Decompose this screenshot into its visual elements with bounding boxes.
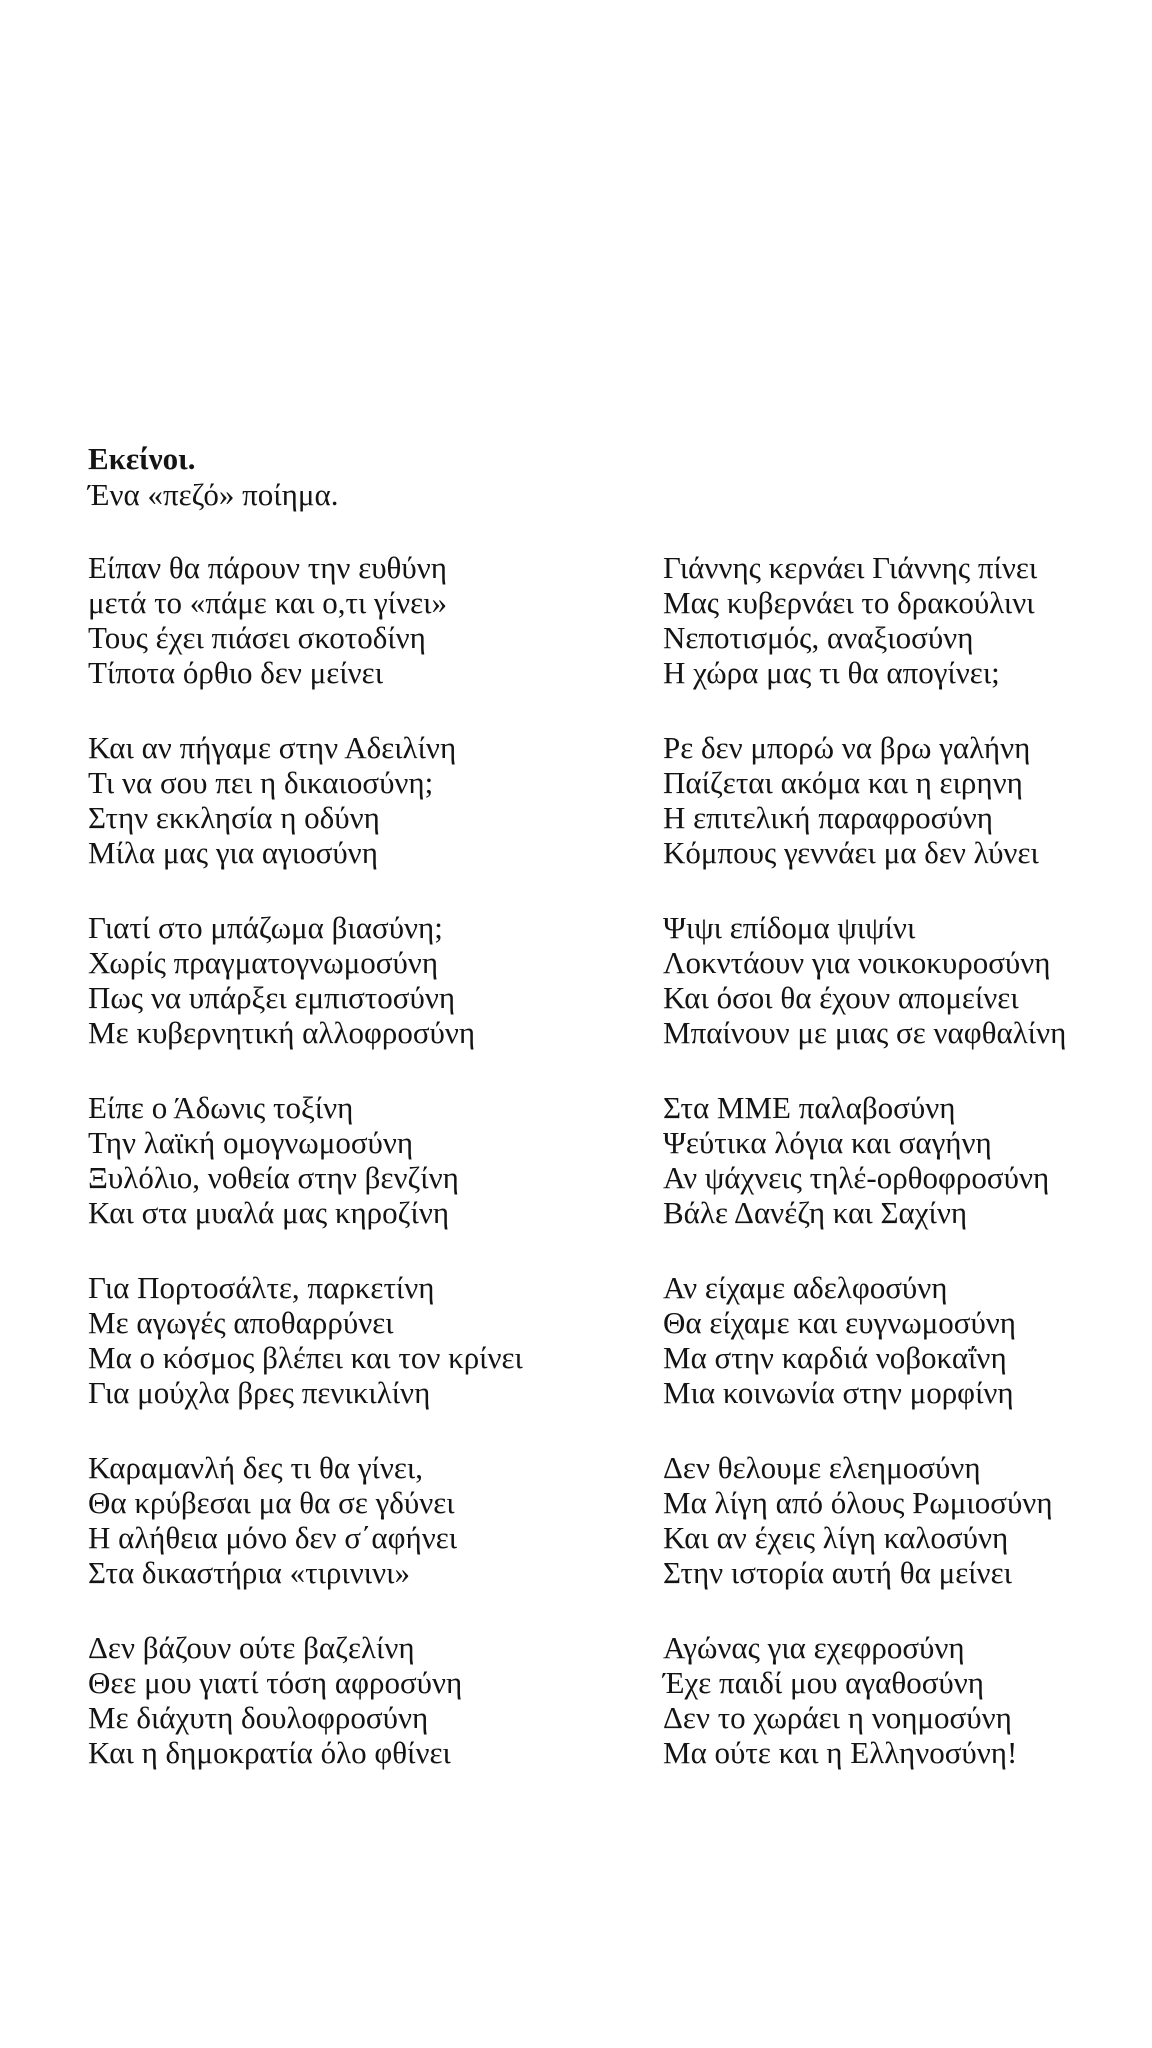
- poem-line: Χωρίς πραγματογνωμοσύνη: [88, 945, 439, 980]
- poem-line: Μπαίνουν με μιας σε ναφθαλίνη: [663, 1015, 1067, 1050]
- poem-line: Δεν βάζουν ούτε βαζελίνη: [88, 1630, 415, 1665]
- poem-line: Θεε μου γιατί τόση αφροσύνη: [88, 1665, 463, 1700]
- poem-line: Για Πορτοσάλτε, παρκετίνη: [88, 1270, 435, 1305]
- poem-line: Μα ο κόσμος βλέπει και τον κρίνει: [88, 1340, 523, 1375]
- poem-line: μετά το «πάμε και ο,τι γίνει»: [88, 585, 447, 620]
- poem-line: Ρε δεν μπορώ να βρω γαλήνη: [663, 730, 1031, 765]
- poem-line: Έχε παιδί μου αγαθοσύνη: [663, 1665, 985, 1700]
- poem-line: Στην εκκλησία η οδύνη: [88, 800, 380, 835]
- poem-column-left: [88, 550, 663, 1770]
- poem-line: Και αν πήγαμε στην Αδειλίνη: [88, 730, 457, 765]
- poem-line: Είπε ο Άδωνις τοξίνη: [88, 1090, 354, 1125]
- poem-line: Και αν έχεις λίγη καλοσύνη: [663, 1520, 1009, 1555]
- poem-line: Η αλήθεια μόνο δεν σ΄αφήνει: [88, 1520, 458, 1555]
- poem-subtitle: Ένα «πεζό» ποίημα.: [88, 477, 339, 512]
- stanza: [88, 1270, 663, 1410]
- poem-line: Και όσοι θα έχουν απομείνει: [663, 980, 1019, 1015]
- poem-line: Καραμανλή δες τι θα γίνει,: [88, 1450, 423, 1485]
- poem-line: Βάλε Δανέζη και Σαχίνη: [663, 1195, 968, 1230]
- poem-line: Μα λίγη από όλους Ρωμιοσύνη: [663, 1485, 1053, 1520]
- poem-line: Μα ούτε και η Ελληνοσύνη!: [663, 1735, 1018, 1770]
- poem-line: Ξυλόλιο, νοθεία στην βενζίνη: [88, 1160, 459, 1195]
- poem-line: Τους έχει πιάσει σκοτοδίνη: [88, 620, 426, 655]
- poem-line: Για μούχλα βρες πενικιλίνη: [88, 1375, 431, 1410]
- poem-column-right: [663, 550, 1066, 1770]
- stanza: [663, 550, 1066, 690]
- poem-line: Η χώρα μας τι θα απογίνει;: [663, 655, 1000, 690]
- poem-line: Νεποτισμός, αναξιοσύνη: [663, 620, 974, 655]
- poem-line: Την λαϊκή ομογνωμοσύνη: [88, 1125, 414, 1160]
- poem-line: Δεν το χωράει η νοημοσύνη: [663, 1700, 1012, 1735]
- poem-line: Τι να σου πει η δικαιοσύνη;: [88, 765, 434, 800]
- poem-line: Στην ιστορία αυτή θα μείνει: [663, 1555, 1012, 1590]
- poem-line: Και η δημοκρατία όλο φθίνει: [88, 1735, 451, 1770]
- poem-line: Γιάννης κερνάει Γιάννης πίνει: [663, 550, 1038, 585]
- stanza: [88, 1090, 663, 1230]
- poem-line: Λοκντάουν για νοικοκυροσύνη: [663, 945, 1051, 980]
- poem-title: Εκείνοι.: [88, 441, 196, 476]
- stanza: [663, 1630, 1066, 1770]
- poem-line: Είπαν θα πάρουν την ευθύνη: [88, 550, 447, 585]
- poem-line: Θα είχαμε και ευγνωμοσύνη: [663, 1305, 1017, 1340]
- poem-line: Στα δικαστήρια «τιρινινι»: [88, 1555, 410, 1590]
- stanza: [663, 910, 1066, 1050]
- poem-line: Κόμπους γεννάει μα δεν λύνει: [663, 835, 1039, 870]
- poem-line: Αν είχαμε αδελφοσύνη: [663, 1270, 948, 1305]
- poem-header: [88, 441, 338, 513]
- stanza: [663, 1090, 1066, 1230]
- poem-line: Μίλα μας για αγιοσύνη: [88, 835, 378, 870]
- poem-line: Με κυβερνητική αλλοφροσύνη: [88, 1015, 476, 1050]
- poem-columns: [88, 550, 1066, 1770]
- stanza: [88, 910, 663, 1050]
- poem-line: Ψεύτικα λόγια και σαγήνη: [663, 1125, 992, 1160]
- poem-line: Θα κρύβεσαι μα θα σε γδύνει: [88, 1485, 455, 1520]
- poem-line: Τίποτα όρθιο δεν μείνει: [88, 655, 384, 690]
- poem-line: Αγώνας για εχεφροσύνη: [663, 1630, 965, 1665]
- poem-line: Και στα μυαλά μας κηροζίνη: [88, 1195, 450, 1230]
- stanza: [88, 1450, 663, 1590]
- poem-line: Πως να υπάρξει εμπιστοσύνη: [88, 980, 456, 1015]
- stanza: [663, 730, 1066, 870]
- poem-line: Η επιτελική παραφροσύνη: [663, 800, 993, 835]
- stanza: [663, 1270, 1066, 1410]
- stanza: [663, 1450, 1066, 1590]
- stanza: [88, 550, 663, 690]
- poem-line: Αν ψάχνεις τηλέ-ορθοφροσύνη: [663, 1160, 1050, 1195]
- poem-line: Μα στην καρδιά νοβοκαΐνη: [663, 1340, 1007, 1375]
- poem-line: Με διάχυτη δουλοφροσύνη: [88, 1700, 429, 1735]
- poem-line: Μας κυβερνάει το δρακούλινι: [663, 585, 1035, 620]
- poem-line: Με αγωγές αποθαρρύνει: [88, 1305, 394, 1340]
- poem-line: Μια κοινωνία στην μορφίνη: [663, 1375, 1014, 1410]
- stanza: [88, 1630, 663, 1770]
- poem-line: Ψιψι επίδομα ψιψίνι: [663, 910, 916, 945]
- stanza: [88, 730, 663, 870]
- poem-line: Παίζεται ακόμα και η ειρηνη: [663, 765, 1023, 800]
- poem-line: Γιατί στο μπάζωμα βιασύνη;: [88, 910, 443, 945]
- poem-line: Στα ΜΜΕ παλαβοσύνη: [663, 1090, 956, 1125]
- poem-line: Δεν θελουμε ελεημοσύνη: [663, 1450, 981, 1485]
